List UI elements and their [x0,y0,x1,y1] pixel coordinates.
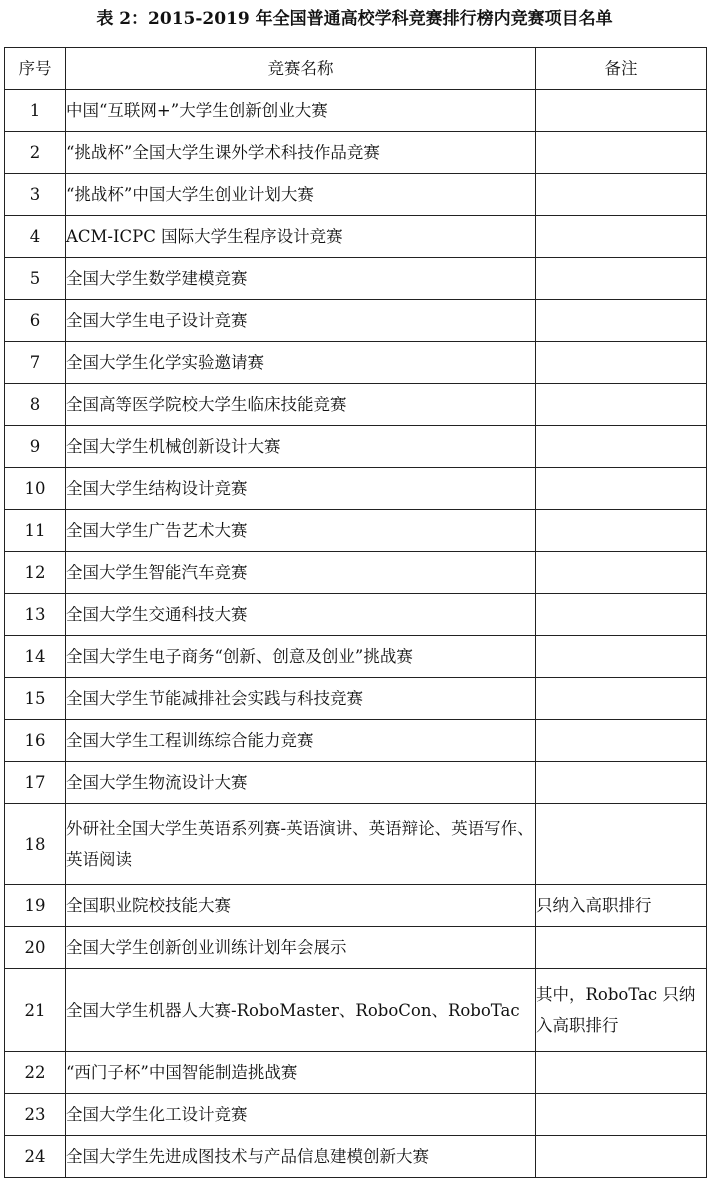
row-name: 全国大学生电子商务“创新、创意及创业”挑战赛 [66,636,536,678]
row-name: 全国大学生交通科技大赛 [66,594,536,636]
row-note [536,1052,707,1094]
row-index: 4 [5,216,66,258]
row-name: “西门子杯”中国智能制造挑战赛 [66,1052,536,1094]
header-index: 序号 [5,48,66,90]
table-row [5,552,707,594]
table-row [5,90,707,132]
table-row [5,300,707,342]
table-caption: 表 2：2015-2019 年全国普通高校学科竞赛排行榜内竞赛项目名单 [96,9,613,29]
row-note [536,300,707,342]
row-name: “挑战杯”全国大学生课外学术科技作品竞赛 [66,132,536,174]
row-name: 全国大学生先进成图技术与产品信息建模创新大赛 [66,1136,536,1178]
table-row [5,216,707,258]
table-row [5,1052,707,1094]
row-name: 全国大学生广告艺术大赛 [66,510,536,552]
row-name: 全国大学生机器人大赛-RoboMaster、RoboCon、RoboTac [66,969,536,1052]
table-header-row [5,48,707,90]
row-note [536,552,707,594]
row-note [536,594,707,636]
row-index: 16 [5,720,66,762]
table-row [5,720,707,762]
row-note [536,927,707,969]
row-name: 全国大学生节能减排社会实践与科技竞赛 [66,678,536,720]
row-index: 15 [5,678,66,720]
row-index: 6 [5,300,66,342]
row-note [536,132,707,174]
row-index: 8 [5,384,66,426]
row-index: 7 [5,342,66,384]
row-index: 2 [5,132,66,174]
table-row [5,969,707,1052]
table-row [5,1094,707,1136]
table-row [5,594,707,636]
row-note [536,720,707,762]
row-name: 全国职业院校技能大赛 [66,885,536,927]
table-row [5,510,707,552]
row-note [536,342,707,384]
row-name: 全国大学生数学建模竞赛 [66,258,536,300]
row-note [536,384,707,426]
row-index: 17 [5,762,66,804]
table-row [5,885,707,927]
row-note [536,426,707,468]
row-name: ACM-ICPC 国际大学生程序设计竞赛 [66,216,536,258]
competition-table [4,47,707,1178]
table-row [5,762,707,804]
header-name: 竞赛名称 [66,48,536,90]
row-index: 13 [5,594,66,636]
row-note: 只纳入高职排行 [536,885,707,927]
row-name: 全国大学生化学实验邀请赛 [66,342,536,384]
row-index: 12 [5,552,66,594]
row-index: 1 [5,90,66,132]
table-row [5,258,707,300]
row-name: 外研社全国大学生英语系列赛-英语演讲、英语辩论、英语写作、英语阅读 [66,804,536,885]
header-note: 备注 [536,48,707,90]
row-note [536,762,707,804]
row-note: 其中，RoboTac 只纳入高职排行 [536,969,707,1052]
row-note [536,636,707,678]
table-row [5,678,707,720]
row-name: 全国大学生创新创业训练计划年会展示 [66,927,536,969]
row-index: 21 [5,969,66,1052]
row-note [536,90,707,132]
table-row [5,1136,707,1178]
row-index: 10 [5,468,66,510]
table-row [5,636,707,678]
row-index: 20 [5,927,66,969]
row-note [536,468,707,510]
row-note [536,216,707,258]
row-index: 19 [5,885,66,927]
table-row [5,804,707,885]
row-name: 全国大学生物流设计大赛 [66,762,536,804]
table-row [5,468,707,510]
row-note [536,1136,707,1178]
row-index: 24 [5,1136,66,1178]
row-name: 全国大学生结构设计竞赛 [66,468,536,510]
row-note [536,258,707,300]
row-name: 全国大学生化工设计竞赛 [66,1094,536,1136]
row-note [536,174,707,216]
row-index: 11 [5,510,66,552]
row-name: 全国大学生智能汽车竞赛 [66,552,536,594]
row-name: 全国大学生工程训练综合能力竞赛 [66,720,536,762]
row-note [536,510,707,552]
row-index: 14 [5,636,66,678]
row-index: 5 [5,258,66,300]
row-name: 全国大学生机械创新设计大赛 [66,426,536,468]
table-row [5,132,707,174]
table-row [5,384,707,426]
row-index: 3 [5,174,66,216]
table-row [5,174,707,216]
row-name: 全国高等医学院校大学生临床技能竞赛 [66,384,536,426]
table-row [5,927,707,969]
row-name: 中国“互联网+”大学生创新创业大赛 [66,90,536,132]
row-note [536,804,707,885]
row-index: 9 [5,426,66,468]
row-name: 全国大学生电子设计竞赛 [66,300,536,342]
row-index: 22 [5,1052,66,1094]
row-name: “挑战杯”中国大学生创业计划大赛 [66,174,536,216]
table-row [5,426,707,468]
table-row [5,342,707,384]
row-index: 18 [5,804,66,885]
row-index: 23 [5,1094,66,1136]
row-note [536,678,707,720]
row-note [536,1094,707,1136]
